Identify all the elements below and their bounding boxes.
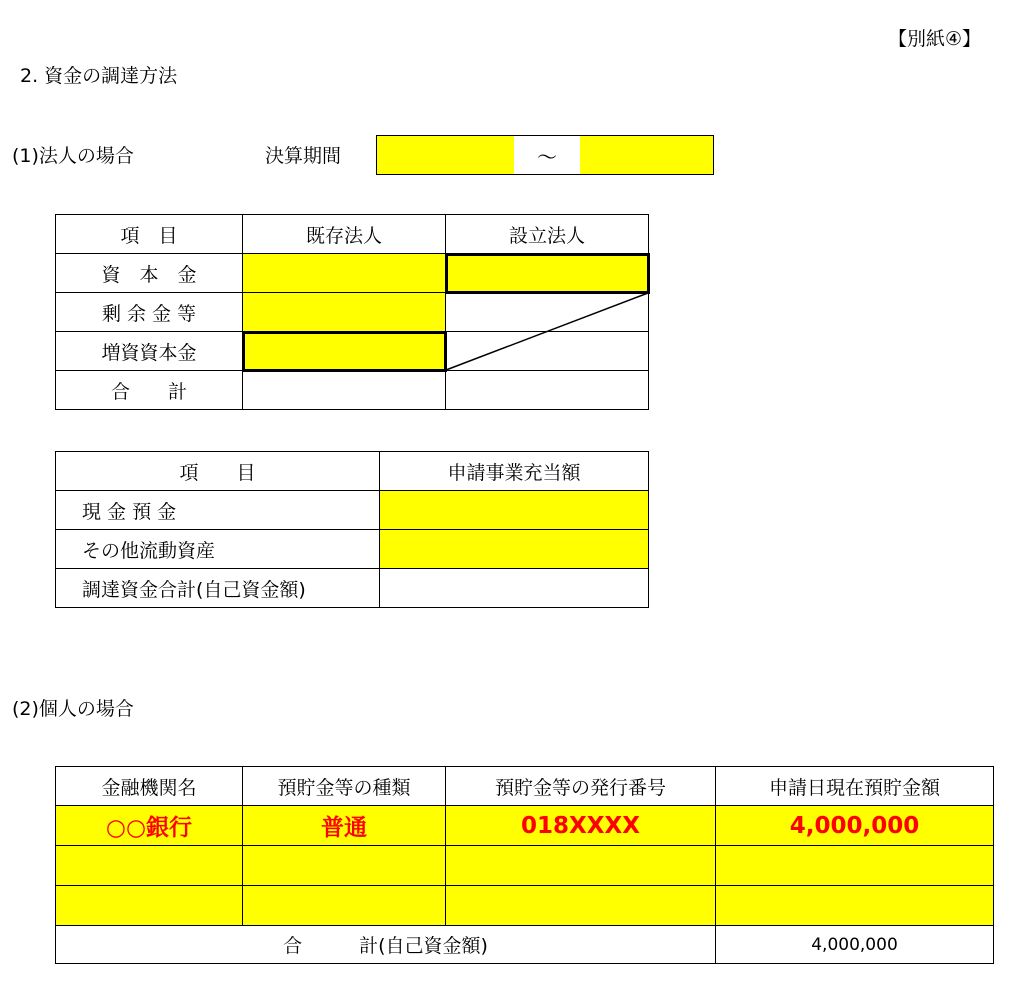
bank-name-field[interactable]: [56, 846, 243, 886]
header-deposit-type: 預貯金等の種類: [243, 767, 446, 806]
bank-name-field[interactable]: [56, 886, 243, 926]
header-allocation-amount: 申請事業充当額: [380, 452, 649, 491]
header-item: 項 目: [56, 215, 243, 254]
row-label-capital-increase: 増資資本金: [56, 332, 243, 371]
funding-total-cell: [380, 569, 649, 608]
total-label: 合 計(自己資金額): [56, 926, 716, 964]
attachment-label: 【別紙④】: [888, 28, 982, 50]
header-existing-corp: 既存法人: [243, 215, 446, 254]
deposit-type-field[interactable]: 普通: [243, 806, 446, 846]
section-title: 2. 資金の調達方法: [20, 65, 178, 87]
period-label: 決算期間: [265, 145, 342, 167]
row-label-funding-total: 調達資金合計(自己資金額): [56, 569, 380, 608]
deposit-type-field[interactable]: [243, 886, 446, 926]
period-separator: ～: [537, 144, 557, 169]
row-label-total: 合 計: [56, 371, 243, 410]
corp-allocation-table: [55, 451, 649, 608]
account-number-field[interactable]: [446, 886, 716, 926]
account-number-field[interactable]: [446, 846, 716, 886]
table-header-row: [56, 452, 649, 491]
total-row: [56, 926, 994, 964]
row-label-cash-deposits: 現 金 預 金: [56, 491, 380, 530]
row-label-surplus: 剰 余 金 等: [56, 293, 243, 332]
account-number-field[interactable]: 018XXXX: [446, 806, 716, 846]
other-current-assets-field[interactable]: [380, 530, 649, 569]
bank-name-field[interactable]: ○○銀行: [56, 806, 243, 846]
table-row: [56, 886, 994, 926]
deposit-type-field[interactable]: [243, 846, 446, 886]
cash-deposits-field[interactable]: [380, 491, 649, 530]
indiv-deposit-table: [55, 766, 994, 964]
table-row: [56, 846, 994, 886]
total-value: 4,000,000: [716, 926, 994, 964]
header-item: 項 目: [56, 452, 380, 491]
header-new-corp: 設立法人: [446, 215, 649, 254]
balance-field[interactable]: 4,000,000: [716, 806, 994, 846]
table-row: [56, 530, 649, 569]
table-row: [56, 491, 649, 530]
header-balance: 申請日現在預貯金額: [716, 767, 994, 806]
row-label-other-current-assets: その他流動資産: [56, 530, 380, 569]
indiv-heading: (2)個人の場合: [12, 698, 134, 720]
table-row: [56, 569, 649, 608]
balance-field[interactable]: [716, 846, 994, 886]
corp-heading: (1)法人の場合: [12, 145, 134, 167]
header-account-number: 預貯金等の発行番号: [446, 767, 716, 806]
header-bank-name: 金融機関名: [56, 767, 243, 806]
table-row: [56, 806, 994, 846]
balance-field[interactable]: [716, 886, 994, 926]
table-header-row: [56, 767, 994, 806]
row-label-capital: 資 本 金: [56, 254, 243, 293]
